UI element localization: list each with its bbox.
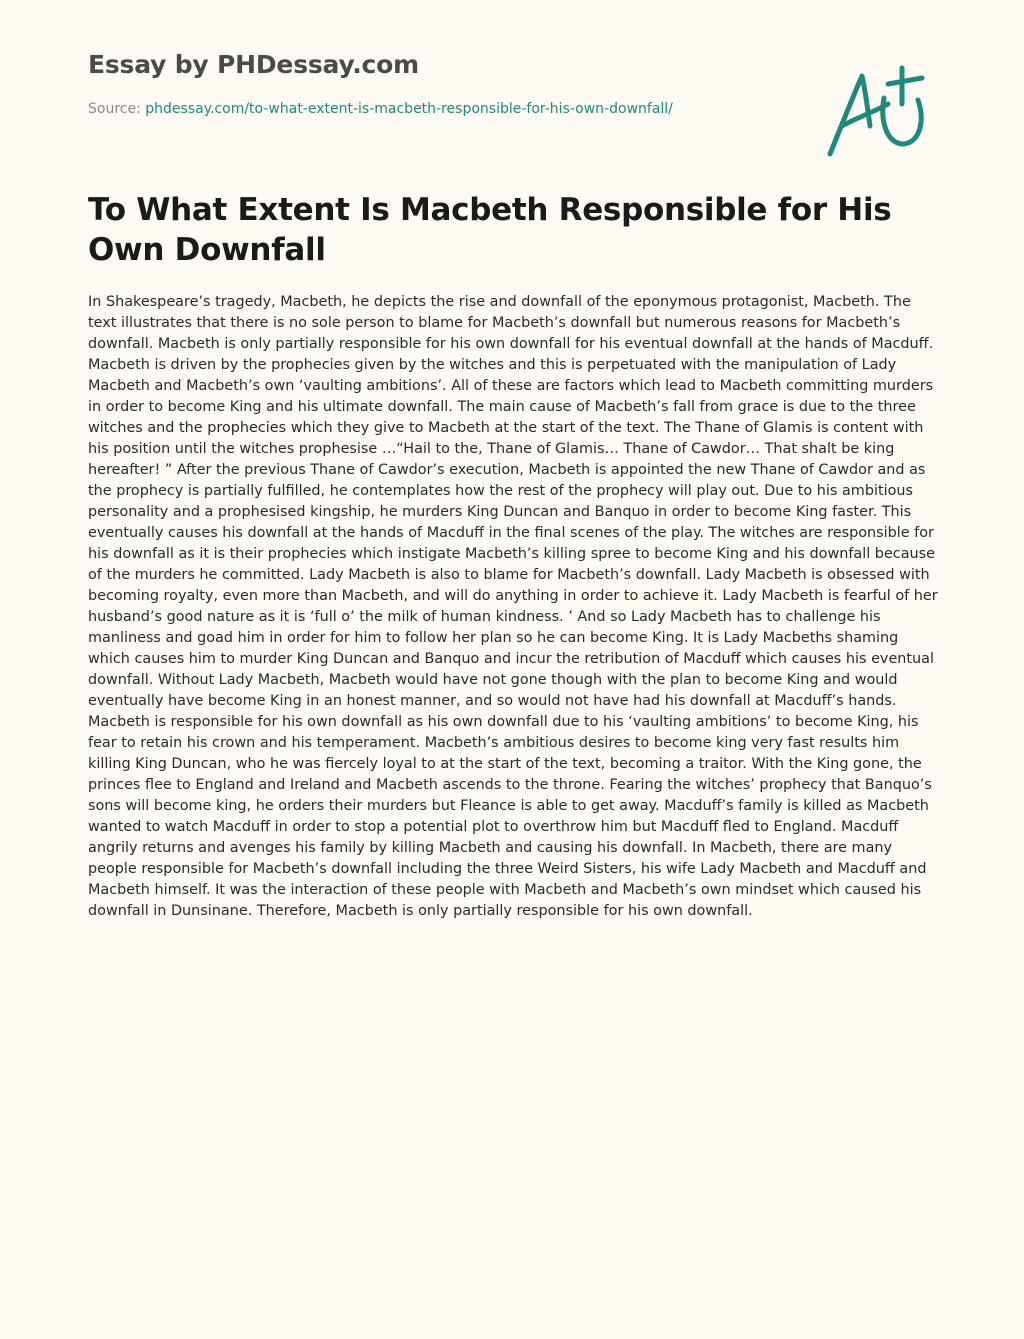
- site-brand: Essay by PHDessay.com: [88, 50, 419, 79]
- source-link[interactable]: phdessay.com/to-what-extent-is-macbeth-responsible-for-his-own-downfall/: [145, 101, 673, 117]
- essay-body: In Shakespeare’s tragedy, Macbeth, he depicts the rise and downfall of the eponymous protagonist, Macbeth. The text illustrates that there is no sole person to blame for Macbeth’s downfall but numerous reasons for Macbeth’s downfall. Macbeth is only partially responsible for his own downfall for his eventual downfall at the hands of Macduff. Macbeth is driven by the prophecies given by the witches and this is perpetuated with the manipulation of Lady Macbeth and Macbeth’s own ‘vaulting ambitions’. All of these are factors which lead to Macbeth committing murders in order to become King and his ultimate downfall. The main cause of Macbeth’s fall from grace is due to the three witches and the prophecies which they give to Macbeth at the start of the text. The Thane of Glamis is content with his position until the witches prophesise …“Hail to the, Thane of Glamis… Thane of Cawdor… That shalt be king hereafter! ” After the previous Thane of Cawdor’s execution, Macbeth is appointed the new Thane of Cawdor and as the prophecy is partially fulfilled, he contemplates how the rest of the prophecy will play out. Due to his ambitious personality and a prophesised kingship, he murders King Duncan and Banquo in order to become King faster. This eventually causes his downfall at the hands of Macduff in the final scenes of the play. The witches are responsible for his downfall as it is their prophecies which instigate Macbeth’s killing spree to become King and his downfall because of the murders he committed. Lady Macbeth is also to blame for Macbeth’s downfall. Lady Macbeth is obsessed with becoming royalty, even more than Macbeth, and will do anything in order to achieve it. Lady Macbeth is fearful of her husband’s good nature as it is ‘full o’ the milk of human kindness. ’ And so Lady Macbeth has to challenge his manliness and goad him in order for him to follow her plan so he can become King. It is Lady Macbeths shaming which causes him to murder King Duncan and Banquo and incur the retribution of Macduff which causes his eventual downfall. Without Lady Macbeth, Macbeth would have not gone though with the plan to become King and would eventually have become King in an honest manner, and so would not have had his downfall at Macduff’s hands. Macbeth is responsible for his own downfall as his own downfall due to his ‘vaulting ambitions’ to become King, his fear to retain his crown and his temperament. Macbeth’s ambitious desires to become king very fast results him killing King Duncan, who he was fiercely loyal to at the start of the text, becoming a traitor. With the King gone, the princes flee to England and Ireland and Macbeth ascends to the throne. Fearing the witches’ prophecy that Banquo’s sons will become king, he orders their murders but Fleance is able to get away. Macduff’s family is killed as Macbeth wanted to watch Macduff in order to stop a potential plot to overthrow him but Macduff fled to England. Macduff angrily returns and avenges his family by killing Macbeth and causing his downfall. In Macbeth, there are many people responsible for Macbeth’s downfall including the three Weird Sisters, his wife Lady Macbeth and Macduff and Macbeth himself. It was the interaction of these people with Macbeth and Macbeth’s own mindset which caused his downfall in Dunsinane. Therefore, Macbeth is only partially responsible for his own downfall.: [88, 294, 938, 919]
- a-plus-logo-icon: [822, 64, 930, 160]
- source-label: Source:: [88, 101, 141, 117]
- source-line: [88, 101, 673, 117]
- essay-title: To What Extent Is Macbeth Responsible for His Own Downfall: [88, 192, 892, 268]
